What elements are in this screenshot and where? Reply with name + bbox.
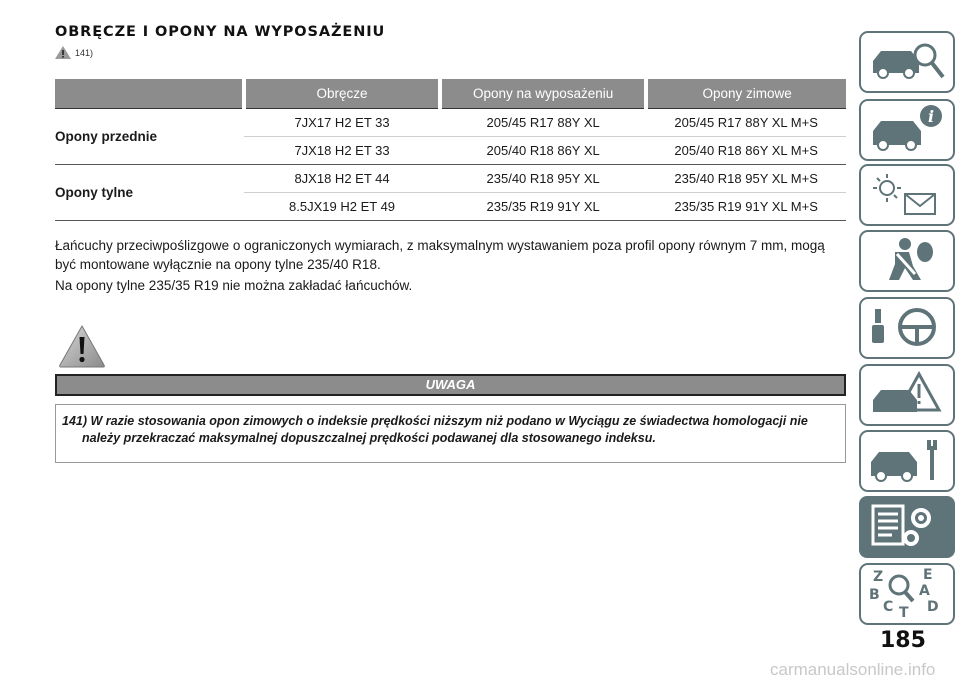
- chains-paragraph: Łańcuchy przeciwpoślizgowe o ograniczonych wymiarach, z maksymalnym wystawaniem poza profil opony równym 7 mm, mogą być montowane wyłącznie na opony tylne 235/40 R18.: [55, 238, 825, 272]
- index-letter: B: [869, 587, 880, 603]
- header-empty: [55, 79, 244, 109]
- no-chains-paragraph: Na opony tylne 235/35 R19 nie można zakładać łańcuchów.: [55, 278, 413, 293]
- warning-box: [55, 404, 846, 463]
- index-letter: Z: [873, 569, 884, 585]
- tires-table: [55, 79, 846, 221]
- tab-technical-data[interactable]: [859, 496, 955, 558]
- table-cell: 205/40 R18 86Y XL M+S: [646, 137, 846, 165]
- page-number: 185: [880, 628, 926, 653]
- header-winter-tyres: Opony zimowe: [646, 79, 846, 109]
- tab-warning-lights[interactable]: [859, 164, 955, 226]
- index-letter: T: [899, 605, 909, 621]
- row-label-rear: Opony tylne: [55, 165, 244, 221]
- table-cell: 8JX18 H2 ET 44: [244, 165, 440, 193]
- table-cell: 205/40 R18 86Y XL: [440, 137, 646, 165]
- car-info-icon: [859, 99, 955, 161]
- technical-data-icon: [859, 496, 955, 558]
- note-reference-label: 141): [75, 47, 94, 58]
- warning-heading: UWAGA: [55, 374, 846, 396]
- tab-car-magnifier[interactable]: [859, 31, 955, 93]
- row-label-front: Opony przednie: [55, 109, 244, 165]
- table-cell: 235/35 R19 91Y XL: [440, 193, 646, 221]
- table-row: [55, 165, 846, 193]
- watermark: carmanualsonline.info: [770, 660, 936, 679]
- table-cell: 205/45 R17 88Y XL M+S: [646, 109, 846, 137]
- table-cell: 235/35 R19 91Y XL M+S: [646, 193, 846, 221]
- warning-triangle-icon: [58, 324, 106, 368]
- table-cell: 8.5JX19 H2 ET 49: [244, 193, 440, 221]
- warning-text: 141) W razie stosowania opon zimowych o indeksie prędkości niższym niż podano w Wyciągu ze świadectwa homologacji nie należy przekraczać maksymalnej dopuszczalnej prędkości podawanej dla stosowanego indeksu.: [62, 414, 808, 445]
- tab-car-info[interactable]: [859, 99, 955, 161]
- car-wrench-icon: [859, 430, 955, 492]
- car-magnifier-icon: [859, 31, 955, 93]
- table-cell: 7JX17 H2 ET 33: [244, 109, 440, 137]
- table-cell: 235/40 R18 95Y XL: [440, 165, 646, 193]
- table-cell: 235/40 R18 95Y XL M+S: [646, 165, 846, 193]
- tab-airbag-safety[interactable]: [859, 230, 955, 292]
- table-cell: 7JX18 H2 ET 33: [244, 137, 440, 165]
- index-letter: C: [883, 599, 894, 615]
- table-cell: 205/45 R17 88Y XL: [440, 109, 646, 137]
- airbag-safety-icon: [859, 230, 955, 292]
- table-row: [55, 109, 846, 137]
- note-reference[interactable]: [55, 46, 93, 59]
- steering-wheel-icon: [859, 297, 955, 359]
- page-title: OBRĘCZE I OPONY NA WYPOSAŻENIU: [55, 24, 386, 40]
- tab-emergency[interactable]: [859, 364, 955, 426]
- table-header-row: [55, 79, 846, 109]
- index-letter: A: [919, 583, 930, 599]
- alphabetical-index-icon: [859, 563, 955, 625]
- tab-alphabetical-index[interactable]: [859, 563, 955, 625]
- warning-lights-icon: [859, 164, 955, 226]
- warning-small-icon: [55, 46, 71, 59]
- header-rims: Obręcze: [244, 79, 440, 109]
- header-standard-tyres: Opony na wyposażeniu: [440, 79, 646, 109]
- tab-steering-wheel[interactable]: [859, 297, 955, 359]
- index-letter: D: [927, 599, 939, 615]
- svg-text:i: i: [927, 107, 935, 126]
- index-letter: E: [923, 567, 933, 583]
- tab-car-wrench[interactable]: [859, 430, 955, 492]
- emergency-icon: [859, 364, 955, 426]
